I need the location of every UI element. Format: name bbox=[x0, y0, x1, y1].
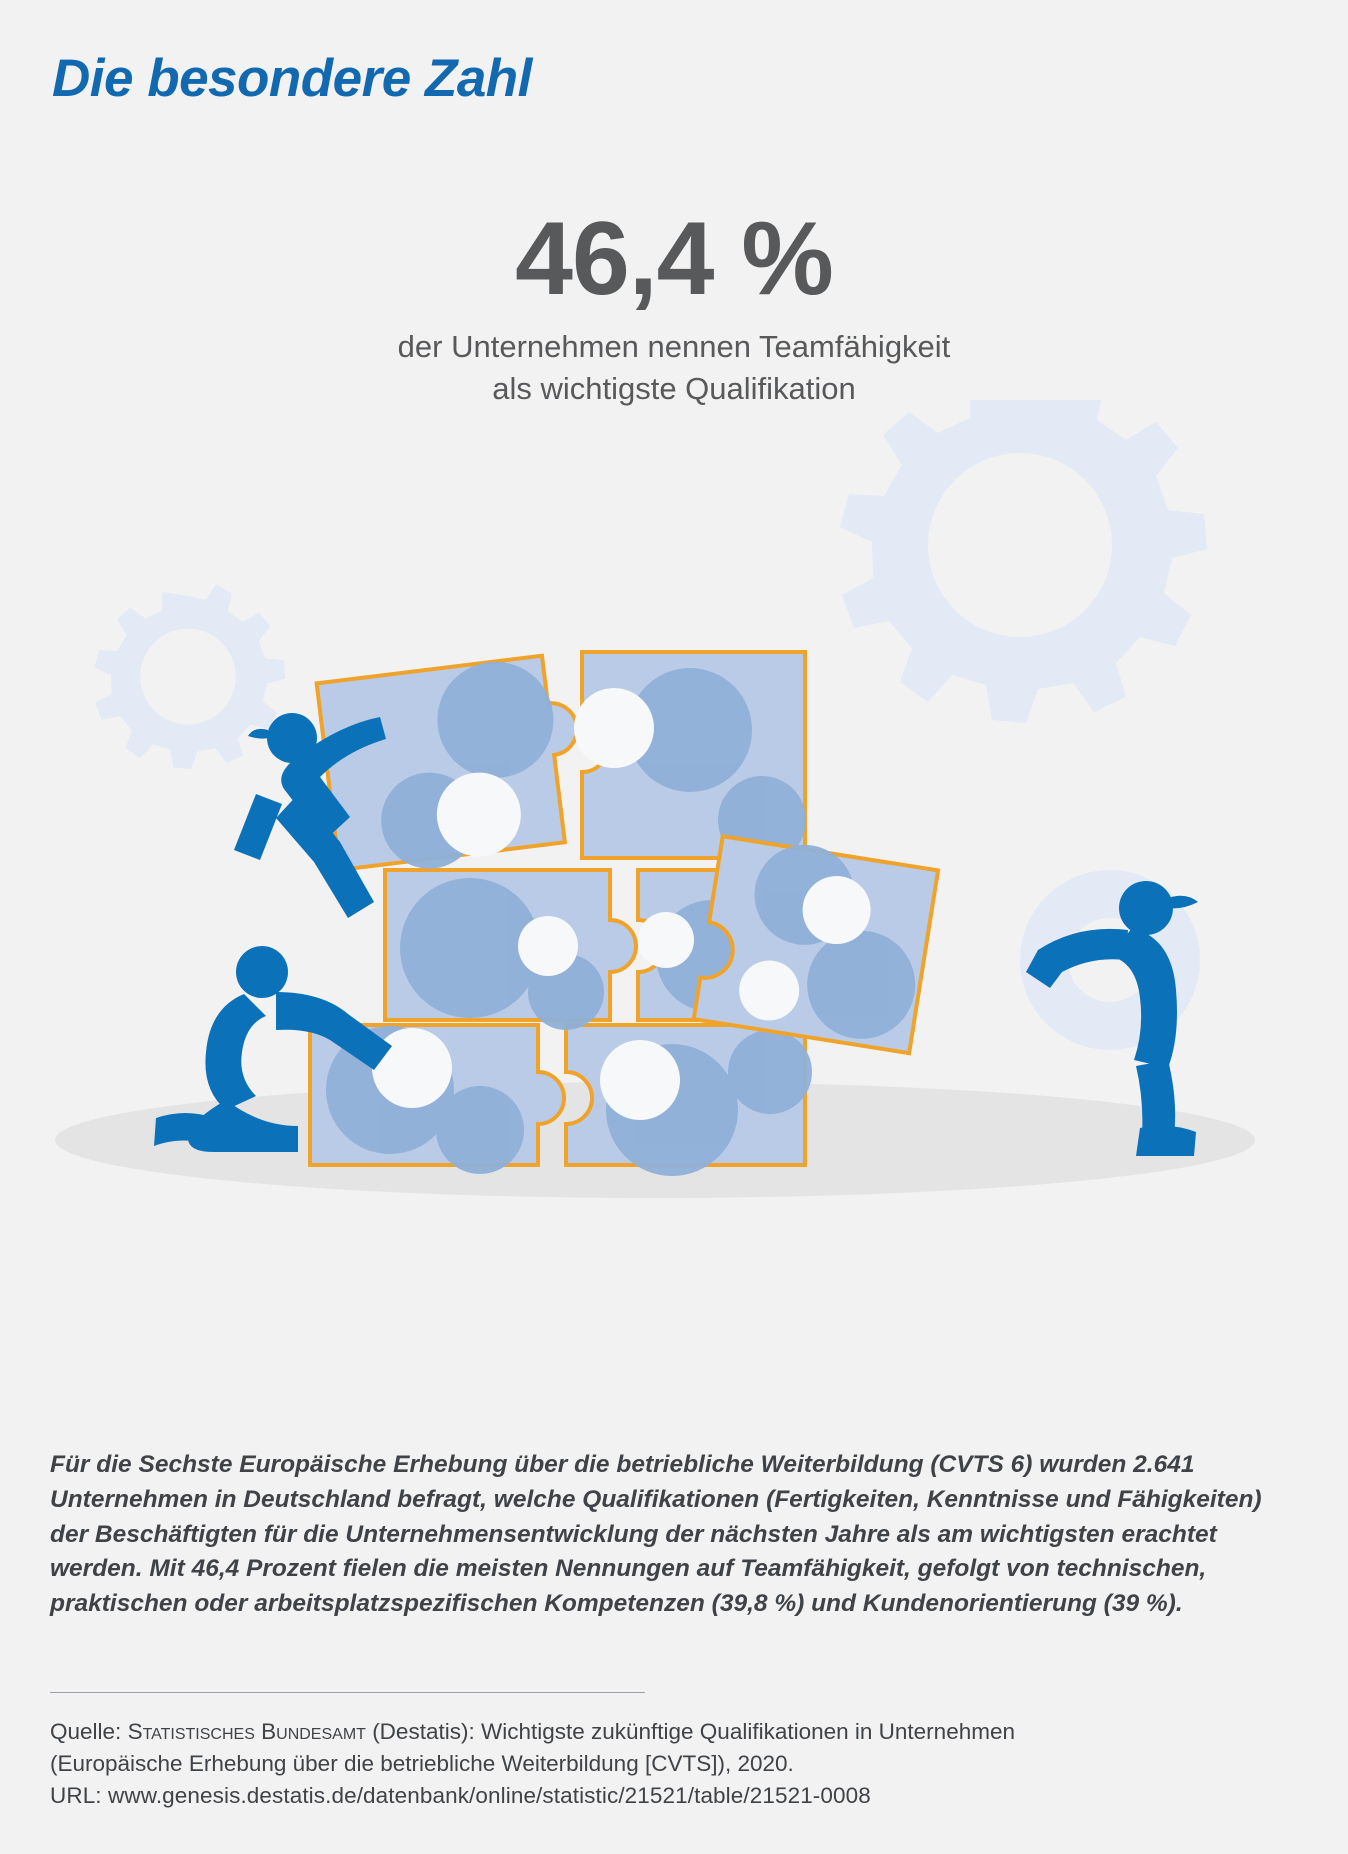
puzzle-piece-top-left bbox=[317, 653, 592, 880]
source-title: (Destatis): Wichtigste zukünftige Qualifikationen in Unternehmen bbox=[372, 1719, 1015, 1744]
puzzle-piece-top-right bbox=[574, 652, 806, 864]
source-url[interactable]: www.genesis.destatis.de/datenbank/online/statistic/21521/table/21521-0008 bbox=[108, 1782, 871, 1808]
key-figure-description-line2: als wichtigste Qualifikation bbox=[492, 371, 856, 407]
puzzle-piece-floating bbox=[694, 831, 939, 1053]
illustration bbox=[0, 400, 1348, 1230]
source-label: Quelle: bbox=[50, 1719, 122, 1744]
description-text: Für die Sechste Europäische Erhebung über die betriebliche Weiterbildung (CVTS 6) wurden 2.641 Unternehmen in Deutschland befragt, welche Qualifikationen (Fertigkeiten, Kenntnisse und Fähigkeiten) der Beschäftigten für die Unternehmensentwicklung der nächsten Jahre als am wichtigsten erachtet werden. Mit 46,4 Prozent fielen die meisten Nennungen auf Teamfähigkeit, gefolgt von technischen, praktischen oder arbeitsplatzspezifischen Kompetenzen (39,8 %) und Kundenorientierung (39 %). bbox=[50, 1451, 1262, 1618]
puzzle-piece-bottom-right bbox=[566, 1025, 812, 1176]
key-figure-block bbox=[0, 201, 1348, 410]
puzzle-piece-middle-left bbox=[385, 870, 636, 1030]
key-figure-description bbox=[0, 326, 1348, 410]
source-url-line bbox=[50, 1780, 1320, 1812]
source-line-1 bbox=[50, 1716, 1320, 1748]
divider bbox=[50, 1692, 645, 1693]
source-line-2: (Europäische Erhebung über die betriebliche Weiterbildung [CVTS]), 2020. bbox=[50, 1750, 794, 1776]
source-url-label: URL: bbox=[50, 1782, 102, 1808]
key-figure-description-line1: der Unternehmen nennen Teamfähigkeit bbox=[397, 329, 951, 365]
page-title: Die besondere Zahl bbox=[52, 49, 532, 108]
source-institution: Statistisches Bundesamt bbox=[127, 1719, 366, 1744]
key-figure-value: 46,4 % bbox=[515, 201, 833, 317]
source-block bbox=[50, 1716, 1320, 1812]
